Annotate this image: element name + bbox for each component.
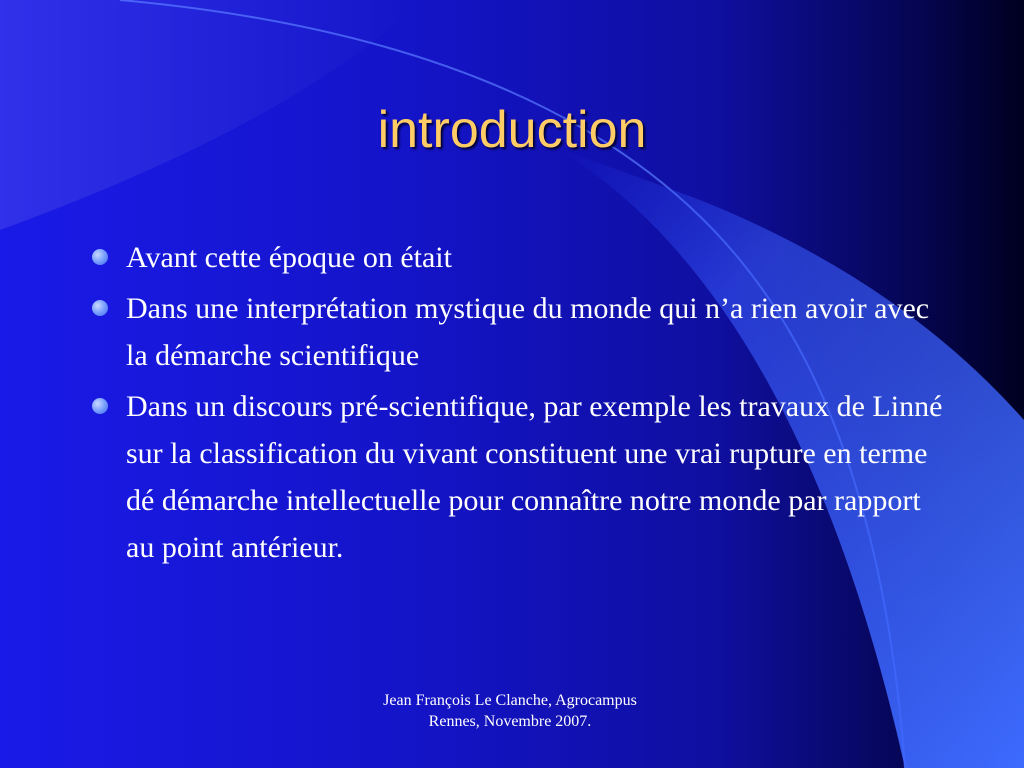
bullet-item [90, 234, 950, 281]
slide-footer: Jean François Le Clanche, Agrocampus Rennes, Novembre 2007. [383, 692, 637, 730]
slide-title: introduction [377, 101, 647, 159]
bullet-list [90, 234, 950, 575]
bullet-dot-icon [92, 300, 108, 316]
bullet-text: Dans un discours pré-scientifique, par exemple les travaux de Linné sur la classification du vivant constituent une vrai rupture en terme dé démarche intellectuelle pour connaître notre monde par rapport au point antérieur. [126, 390, 943, 564]
bullet-dot-icon [92, 249, 108, 265]
bullet-dot-icon [92, 398, 108, 414]
bullet-item [90, 285, 950, 379]
bullet-text: Dans une interprétation mystique du monde qui n’a rien avoir avec la démarche scientifique [126, 292, 930, 372]
bullet-text: Avant cette époque on était [126, 241, 452, 274]
bullet-item [90, 383, 950, 571]
